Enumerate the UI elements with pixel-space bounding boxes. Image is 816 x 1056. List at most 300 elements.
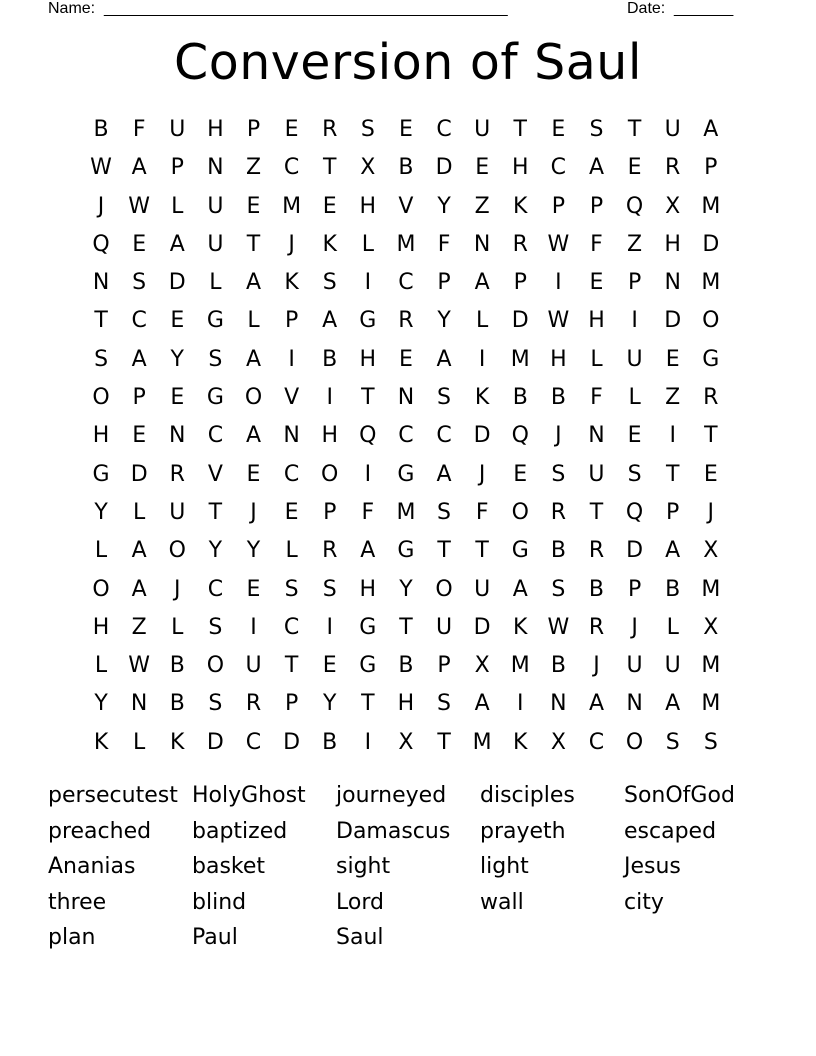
grid-cell[interactable]: Y: [437, 308, 451, 334]
grid-cell[interactable]: G: [359, 308, 377, 334]
grid-cell[interactable]: W: [547, 614, 570, 640]
grid-cell[interactable]: J: [478, 461, 486, 487]
grid-cell[interactable]: G: [397, 461, 415, 487]
grid-cell[interactable]: Q: [359, 423, 377, 449]
grid-cell[interactable]: Y: [246, 538, 261, 564]
grid-cell[interactable]: O: [92, 576, 110, 602]
grid-cell[interactable]: E: [132, 231, 147, 257]
grid-cell[interactable]: N: [664, 270, 681, 296]
grid-cell[interactable]: P: [132, 385, 146, 411]
grid-cell[interactable]: O: [702, 308, 720, 334]
grid-cell[interactable]: N: [626, 691, 643, 717]
grid-cell[interactable]: S: [284, 576, 299, 602]
grid-cell[interactable]: C: [283, 614, 300, 640]
grid-cell[interactable]: D: [511, 308, 529, 334]
grid-cell[interactable]: T: [437, 729, 451, 755]
grid-cell[interactable]: M: [396, 231, 416, 257]
grid-cell[interactable]: F: [361, 499, 375, 525]
grid-cell[interactable]: S: [589, 117, 604, 142]
grid-cell[interactable]: I: [364, 270, 372, 296]
grid-cell[interactable]: A: [131, 576, 147, 602]
grid-cell[interactable]: Z: [131, 614, 147, 640]
grid-cell[interactable]: S: [208, 346, 223, 372]
grid-cell[interactable]: U: [626, 653, 643, 679]
grid-cell[interactable]: P: [170, 155, 184, 181]
grid-cell[interactable]: S: [551, 576, 566, 602]
grid-cell[interactable]: B: [169, 691, 185, 717]
grid-cell[interactable]: T: [208, 499, 223, 525]
grid-cell[interactable]: A: [665, 691, 681, 717]
grid-cell[interactable]: O: [321, 461, 339, 487]
grid-cell[interactable]: A: [474, 691, 490, 717]
grid-cell[interactable]: T: [627, 117, 642, 142]
grid-cell[interactable]: X: [398, 729, 414, 755]
grid-cell[interactable]: D: [702, 231, 720, 257]
grid-cell[interactable]: Y: [94, 691, 108, 717]
grid-cell[interactable]: I: [517, 691, 524, 717]
grid-cell[interactable]: Q: [625, 499, 644, 525]
grid-row: [82, 724, 730, 762]
grid-cell[interactable]: I: [326, 614, 333, 640]
grid-cell[interactable]: A: [703, 117, 719, 142]
grid-cell[interactable]: R: [512, 231, 528, 257]
grid-cell[interactable]: P: [666, 499, 680, 525]
grid-cell[interactable]: T: [361, 691, 375, 717]
grid-cell[interactable]: X: [703, 538, 719, 564]
grid-cell[interactable]: C: [436, 117, 452, 142]
grid-cell[interactable]: S: [437, 691, 452, 717]
grid-cell[interactable]: U: [664, 653, 681, 679]
grid-cell[interactable]: E: [551, 117, 566, 142]
grid-cell[interactable]: C: [283, 155, 300, 181]
grid-cell[interactable]: O: [206, 653, 225, 679]
grid-cell[interactable]: E: [475, 155, 490, 181]
grid-cell[interactable]: H: [359, 193, 377, 219]
grid-cell[interactable]: V: [207, 461, 223, 487]
grid-cell[interactable]: E: [132, 423, 147, 449]
grid-cell[interactable]: Y: [208, 538, 223, 564]
grid-cell[interactable]: P: [551, 193, 565, 219]
grid-cell[interactable]: G: [702, 346, 720, 372]
grid-cell[interactable]: E: [627, 423, 642, 449]
grid-cell[interactable]: B: [550, 385, 566, 411]
grid-cell[interactable]: L: [247, 308, 260, 334]
grid-cell[interactable]: S: [437, 385, 452, 411]
grid-cell[interactable]: T: [475, 538, 489, 564]
grid-cell[interactable]: T: [704, 423, 718, 449]
grid-cell[interactable]: U: [435, 614, 453, 640]
grid-cell[interactable]: E: [322, 193, 337, 219]
grid-cell[interactable]: H: [397, 691, 415, 717]
grid-cell[interactable]: B: [322, 729, 338, 755]
grid-cell[interactable]: L: [361, 231, 374, 257]
grid-cell[interactable]: T: [589, 499, 604, 525]
grid-cell[interactable]: H: [359, 576, 377, 602]
grid-row: [82, 532, 730, 570]
grid-cell[interactable]: T: [361, 385, 375, 411]
grid-cell[interactable]: W: [128, 653, 151, 679]
grid-cell[interactable]: F: [590, 231, 603, 257]
grid-cell[interactable]: R: [322, 117, 338, 142]
grid-cell[interactable]: W: [90, 155, 112, 181]
grid-cell[interactable]: S: [132, 270, 147, 296]
grid-cell[interactable]: A: [245, 346, 262, 372]
grid-cell[interactable]: D: [473, 614, 491, 640]
grid-cell[interactable]: E: [703, 461, 718, 487]
grid-cell[interactable]: T: [246, 231, 261, 257]
grid-cell[interactable]: E: [513, 461, 528, 487]
grid-cell[interactable]: Z: [627, 231, 643, 257]
grid-cell[interactable]: G: [206, 385, 224, 411]
grid-cell[interactable]: C: [283, 461, 300, 487]
grid-cell[interactable]: S: [627, 461, 642, 487]
word-list-item: journeyed: [336, 783, 447, 808]
grid-cell[interactable]: B: [398, 155, 414, 181]
grid-cell[interactable]: I: [364, 729, 372, 755]
grid-cell[interactable]: A: [169, 231, 185, 257]
grid-cell[interactable]: A: [131, 155, 147, 181]
grid-cell[interactable]: P: [589, 193, 604, 219]
grid-cell[interactable]: B: [588, 576, 605, 602]
grid-cell[interactable]: I: [250, 614, 257, 640]
grid-cell[interactable]: U: [245, 653, 262, 679]
grid-cell[interactable]: A: [474, 270, 490, 296]
grid-cell[interactable]: L: [628, 385, 641, 411]
grid-cell[interactable]: P: [437, 653, 451, 679]
word-list-item: basket: [192, 854, 266, 879]
grid-cell[interactable]: T: [399, 614, 413, 640]
grid-cell[interactable]: E: [170, 385, 185, 411]
grid-cell[interactable]: A: [245, 423, 262, 449]
grid-cell[interactable]: G: [206, 308, 224, 334]
grid-cell[interactable]: Y: [399, 576, 413, 602]
grid-cell[interactable]: H: [359, 346, 377, 372]
grid-cell[interactable]: I: [669, 423, 676, 449]
grid-cell[interactable]: U: [588, 461, 605, 487]
grid-cell[interactable]: C: [207, 576, 224, 602]
grid-cell[interactable]: J: [555, 423, 562, 449]
grid-cell[interactable]: Y: [170, 346, 184, 372]
grid-cell[interactable]: R: [322, 538, 338, 564]
grid-cell[interactable]: K: [93, 729, 109, 755]
grid-cell[interactable]: I: [555, 270, 562, 296]
grid-cell[interactable]: U: [169, 117, 186, 142]
grid-cell[interactable]: V: [284, 385, 300, 411]
grid-cell[interactable]: L: [590, 346, 603, 372]
grid-cell[interactable]: P: [246, 117, 261, 142]
grid-cell[interactable]: S: [208, 614, 223, 640]
word-list-item: HolyGhost: [192, 783, 306, 808]
grid-cell[interactable]: R: [665, 155, 681, 181]
grid-cell[interactable]: H: [207, 117, 224, 142]
grid-cell[interactable]: F: [437, 231, 451, 257]
grid-cell[interactable]: T: [665, 461, 680, 487]
grid-cell[interactable]: I: [478, 346, 486, 372]
grid-cell[interactable]: X: [550, 729, 566, 755]
grid-cell[interactable]: P: [627, 576, 642, 602]
word-list-item: wall: [480, 889, 524, 915]
grid-cell[interactable]: A: [131, 538, 147, 564]
grid-cell[interactable]: F: [475, 499, 489, 525]
grid-cell[interactable]: E: [398, 117, 413, 142]
grid-cell[interactable]: M: [510, 653, 530, 679]
grid-cell[interactable]: E: [170, 308, 185, 334]
grid-cell[interactable]: B: [550, 653, 566, 679]
grid-cell[interactable]: K: [284, 270, 299, 296]
grid-cell[interactable]: M: [472, 729, 492, 755]
grid-cell[interactable]: C: [436, 423, 452, 449]
grid-cell[interactable]: Z: [665, 385, 681, 411]
grid-cell[interactable]: O: [244, 385, 263, 411]
grid-cell[interactable]: A: [588, 691, 604, 717]
grid-cell[interactable]: L: [171, 193, 184, 219]
grid-cell[interactable]: D: [130, 461, 148, 487]
grid-cell[interactable]: S: [94, 346, 109, 372]
grid-cell[interactable]: H: [511, 155, 529, 181]
grid-cell[interactable]: N: [588, 423, 605, 449]
grid-cell[interactable]: U: [474, 576, 491, 602]
grid-cell[interactable]: A: [512, 576, 528, 602]
grid-cell[interactable]: E: [284, 117, 299, 142]
grid-cell[interactable]: K: [170, 729, 185, 755]
grid-cell[interactable]: T: [94, 308, 108, 334]
name-field[interactable]: ________________________________________________: [104, 0, 508, 17]
grid-cell[interactable]: G: [511, 538, 529, 564]
date-field[interactable]: _______: [674, 0, 733, 17]
grid-cell[interactable]: U: [207, 193, 224, 219]
grid-cell[interactable]: N: [130, 691, 148, 717]
word-list-item: blind: [192, 889, 247, 915]
grid-cell[interactable]: D: [473, 423, 491, 449]
grid-cell[interactable]: R: [588, 614, 605, 640]
grid-cell[interactable]: O: [625, 729, 644, 755]
grid-cell[interactable]: P: [437, 270, 451, 296]
grid-cell[interactable]: M: [701, 193, 721, 219]
grid-cell[interactable]: L: [94, 538, 108, 564]
grid-cell[interactable]: Y: [437, 193, 451, 219]
grid-cell[interactable]: C: [588, 729, 605, 755]
grid-cell[interactable]: M: [701, 576, 721, 602]
grid-cell[interactable]: U: [626, 346, 643, 372]
grid-cell[interactable]: B: [93, 117, 109, 142]
grid-cell[interactable]: D: [168, 270, 186, 296]
grid-cell[interactable]: G: [359, 653, 377, 679]
grid-cell[interactable]: U: [664, 117, 681, 142]
grid-cell[interactable]: L: [94, 653, 108, 679]
grid-cell[interactable]: W: [547, 308, 570, 334]
grid-cell[interactable]: L: [171, 614, 184, 640]
grid-cell[interactable]: R: [703, 385, 719, 411]
grid-cell[interactable]: H: [92, 423, 110, 449]
grid-cell[interactable]: Z: [474, 193, 490, 219]
grid-cell[interactable]: H: [664, 231, 681, 257]
grid-cell[interactable]: A: [436, 346, 452, 372]
grid-cell[interactable]: K: [474, 385, 490, 411]
grid-cell[interactable]: F: [590, 385, 603, 411]
grid-cell[interactable]: X: [665, 193, 681, 219]
grid-cell[interactable]: A: [360, 538, 376, 564]
grid-cell[interactable]: L: [666, 614, 679, 640]
grid-cell[interactable]: S: [665, 729, 680, 755]
grid-cell[interactable]: B: [512, 385, 528, 411]
grid-cell[interactable]: P: [284, 308, 299, 334]
grid-cell[interactable]: N: [397, 385, 415, 411]
grid-cell[interactable]: N: [169, 423, 186, 449]
grid-cell[interactable]: I: [631, 308, 638, 334]
grid-cell[interactable]: C: [207, 423, 224, 449]
grid-cell[interactable]: D: [435, 155, 453, 181]
grid-cell[interactable]: R: [588, 538, 605, 564]
grid-cell[interactable]: E: [627, 155, 642, 181]
grid-cell[interactable]: C: [131, 308, 147, 334]
grid-cell[interactable]: X: [360, 155, 376, 181]
grid-cell[interactable]: B: [665, 576, 681, 602]
grid-cell[interactable]: M: [396, 499, 416, 525]
grid-cell[interactable]: K: [513, 729, 528, 755]
grid-cell[interactable]: N: [283, 423, 300, 449]
grid-cell[interactable]: O: [511, 499, 529, 525]
grid-cell[interactable]: N: [92, 270, 110, 296]
grid-cell[interactable]: I: [288, 346, 295, 372]
grid-cell[interactable]: M: [282, 193, 302, 219]
grid-cell[interactable]: J: [593, 653, 600, 679]
grid-cell[interactable]: E: [322, 653, 337, 679]
grid-cell[interactable]: U: [474, 117, 491, 142]
grid-cell[interactable]: A: [245, 270, 262, 296]
grid-cell[interactable]: P: [284, 691, 299, 717]
grid-cell[interactable]: Y: [322, 691, 337, 717]
grid-cell[interactable]: S: [703, 729, 718, 755]
grid-cell[interactable]: N: [207, 155, 224, 181]
grid-cell[interactable]: M: [701, 653, 721, 679]
grid-cell[interactable]: T: [513, 117, 527, 142]
grid-cell[interactable]: W: [547, 231, 570, 257]
grid-cell[interactable]: N: [550, 691, 567, 717]
grid-cell[interactable]: D: [664, 308, 682, 334]
grid-cell[interactable]: U: [169, 499, 186, 525]
grid-cell[interactable]: Q: [625, 193, 644, 219]
grid-cell[interactable]: E: [665, 346, 680, 372]
grid-cell[interactable]: F: [132, 117, 146, 142]
grid-cell[interactable]: J: [631, 614, 638, 640]
grid-cell[interactable]: C: [245, 729, 262, 755]
grid-cell[interactable]: L: [133, 729, 146, 755]
grid-cell[interactable]: R: [169, 461, 185, 487]
grid-cell[interactable]: E: [246, 576, 261, 602]
grid-cell[interactable]: E: [246, 193, 261, 219]
grid-cell[interactable]: L: [285, 538, 298, 564]
grid-cell[interactable]: R: [398, 308, 414, 334]
grid-cell[interactable]: S: [322, 576, 337, 602]
grid-cell[interactable]: M: [701, 270, 721, 296]
grid-cell[interactable]: O: [435, 576, 453, 602]
grid-cell[interactable]: Q: [92, 231, 110, 257]
grid-cell[interactable]: V: [398, 193, 414, 219]
grid-cell[interactable]: B: [322, 346, 338, 372]
grid-cell[interactable]: D: [206, 729, 224, 755]
grid-cell[interactable]: U: [207, 231, 224, 257]
grid-cell[interactable]: C: [398, 270, 414, 296]
grid-cell[interactable]: D: [283, 729, 301, 755]
grid-cell[interactable]: W: [128, 193, 151, 219]
grid-cell[interactable]: I: [364, 461, 372, 487]
grid-cell[interactable]: A: [436, 461, 452, 487]
grid-cell[interactable]: I: [326, 385, 333, 411]
grid-cell[interactable]: J: [97, 193, 105, 219]
grid-cell[interactable]: S: [437, 499, 452, 525]
grid-cell[interactable]: M: [510, 346, 530, 372]
grid-cell[interactable]: T: [437, 538, 451, 564]
grid-cell[interactable]: P: [704, 155, 718, 181]
grid-cell[interactable]: R: [550, 499, 567, 525]
grid-cell[interactable]: G: [92, 461, 110, 487]
grid-cell[interactable]: J: [174, 576, 181, 602]
grid-cell[interactable]: Q: [511, 423, 529, 449]
grid-cell[interactable]: S: [551, 461, 566, 487]
grid-cell[interactable]: E: [246, 461, 261, 487]
grid-cell[interactable]: H: [550, 346, 567, 372]
grid-cell[interactable]: O: [168, 538, 186, 564]
grid-cell[interactable]: X: [474, 653, 490, 679]
grid-cell[interactable]: A: [588, 155, 604, 181]
grid-cell[interactable]: N: [473, 231, 491, 257]
grid-cell[interactable]: J: [250, 499, 257, 525]
grid-cell[interactable]: K: [322, 231, 337, 257]
grid-cell[interactable]: H: [92, 614, 110, 640]
grid-cell[interactable]: G: [359, 614, 377, 640]
grid-cell[interactable]: E: [398, 346, 413, 372]
grid-cell[interactable]: S: [208, 691, 223, 717]
grid-cell[interactable]: B: [169, 653, 185, 679]
grid-cell[interactable]: X: [703, 614, 719, 640]
grid-cell[interactable]: S: [322, 270, 337, 296]
grid-cell[interactable]: T: [322, 155, 337, 181]
grid-cell[interactable]: Z: [245, 155, 262, 181]
grid-cell[interactable]: C: [550, 155, 567, 181]
grid-cell[interactable]: P: [323, 499, 337, 525]
grid-cell[interactable]: L: [476, 308, 489, 334]
grid-cell[interactable]: G: [397, 538, 415, 564]
grid-cell[interactable]: K: [513, 614, 528, 640]
grid-cell[interactable]: P: [513, 270, 527, 296]
grid-cell[interactable]: R: [245, 691, 262, 717]
grid-cell[interactable]: A: [665, 538, 681, 564]
grid-cell[interactable]: M: [701, 691, 721, 717]
grid-cell[interactable]: J: [707, 499, 715, 525]
grid-cell[interactable]: H: [588, 308, 605, 334]
grid-cell[interactable]: O: [92, 385, 110, 411]
grid-cell[interactable]: E: [589, 270, 604, 296]
grid-cell[interactable]: T: [284, 653, 299, 679]
grid-cell[interactable]: A: [131, 346, 147, 372]
grid-cell[interactable]: J: [288, 231, 295, 257]
grid-cell[interactable]: B: [398, 653, 414, 679]
grid-cell[interactable]: K: [513, 193, 528, 219]
grid-cell[interactable]: S: [360, 117, 375, 142]
grid-cell[interactable]: A: [322, 308, 338, 334]
grid-cell[interactable]: H: [321, 423, 338, 449]
word-list-item: baptized: [192, 818, 288, 844]
grid-cell[interactable]: L: [133, 499, 146, 525]
grid-cell[interactable]: B: [550, 538, 566, 564]
grid-cell[interactable]: L: [209, 270, 222, 296]
grid-cell[interactable]: D: [626, 538, 644, 564]
grid-cell[interactable]: E: [284, 499, 299, 525]
grid-cell[interactable]: C: [398, 423, 414, 449]
grid-row: [82, 302, 730, 340]
grid-cell[interactable]: Y: [94, 499, 108, 525]
grid-cell[interactable]: P: [627, 270, 642, 296]
